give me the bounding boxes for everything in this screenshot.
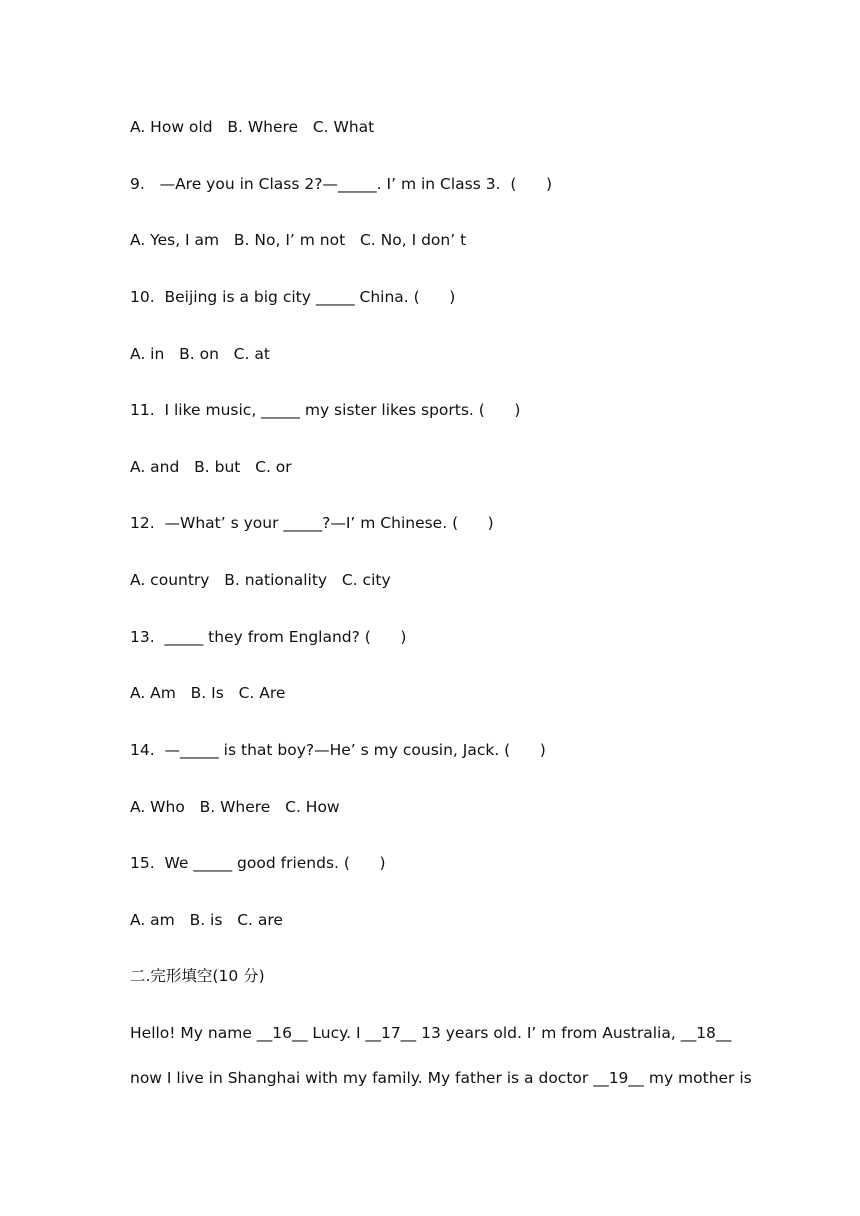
q13-question: 13. _____ they from England? ( ) (130, 628, 407, 646)
q13-options: A. Am B. Is C. Are (130, 684, 286, 702)
q15-question: 15. We _____ good friends. ( ) (130, 854, 386, 872)
q14-options: A. Who B. Where C. How (130, 798, 340, 816)
q10-question: 10. Beijing is a big city _____ China. ( ) (130, 288, 456, 306)
q10-options: A. in B. on C. at (130, 345, 270, 363)
cloze-passage-line-1: Hello! My name __16__ Lucy. I __17__ 13 years old. I’ m from Australia, __18__ (130, 1024, 732, 1042)
q12-options: A. country B. nationality C. city (130, 571, 391, 589)
q8-options: A. How old B. Where C. What (130, 118, 375, 136)
q15-options: A. am B. is C. are (130, 911, 283, 929)
section-heading-cloze: 二.完形填空(10 分) (130, 967, 265, 985)
q11-question: 11. I like music, _____ my sister likes sports. ( ) (130, 401, 521, 419)
q14-question: 14. —_____ is that boy?—He’ s my cousin, Jack. ( ) (130, 741, 546, 759)
q12-question: 12. —What’ s your _____?—I’ m Chinese. ( ) (130, 514, 494, 532)
q9-options: A. Yes, I am B. No, I’ m not C. No, I don’ t (130, 231, 467, 249)
q11-options: A. and B. but C. or (130, 458, 292, 476)
cloze-passage-line-2: now I live in Shanghai with my family. My father is a doctor __19__ my mother is (130, 1069, 752, 1087)
q9-question: 9. —Are you in Class 2?—_____. I’ m in Class 3. ( ) (130, 175, 553, 193)
